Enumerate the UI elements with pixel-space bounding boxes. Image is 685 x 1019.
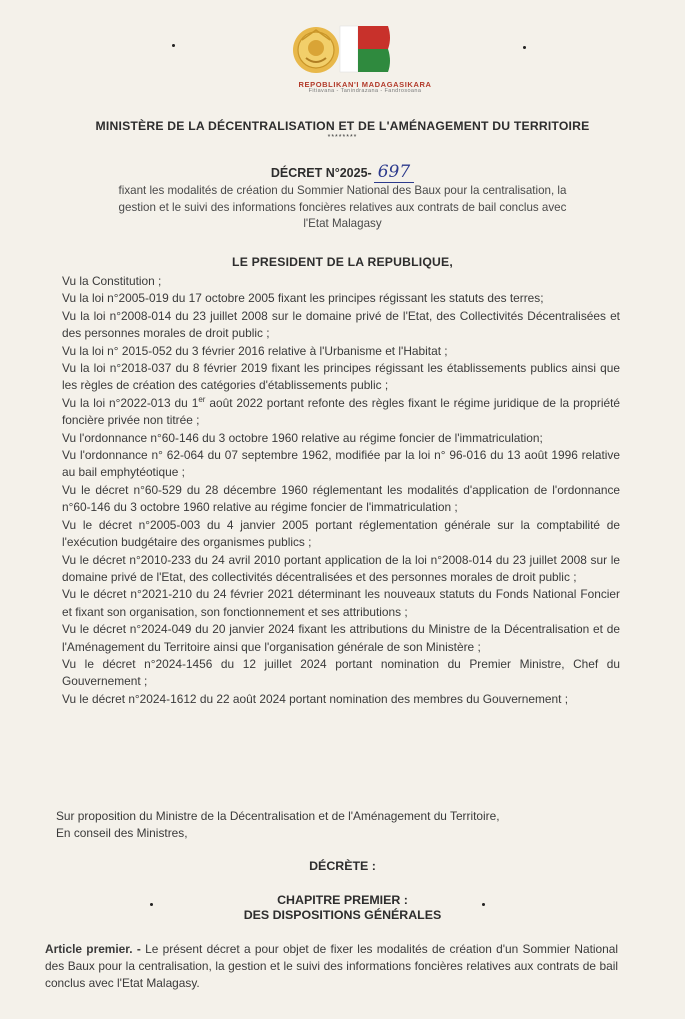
consideration-item: Vu le décret n°2005-003 du 4 janvier 2005 portant réglementation générale sur la comptabilité de l'exécution budgétaire des organismes publics ;	[62, 517, 620, 550]
decree-heading	[0, 162, 685, 182]
letterhead	[0, 18, 685, 85]
consideration-item: Vu le décret n°2024-1456 du 12 juillet 2024 portant nomination du Premier Ministre, Chef du Gouvernement ;	[62, 656, 620, 689]
consideration-item	[62, 395, 620, 430]
decree-subtitle	[70, 183, 615, 233]
flag-icon	[340, 26, 390, 72]
article-text: Le présent décret a pour objet de fixer les modalités de création d'un Sommier National des Baux pour la centralisation, la gestion et le suivi des informations foncières relatives aux contrats de bail conclus avec l'Etat Malagasy.	[45, 942, 618, 990]
chapter-heading	[0, 893, 685, 923]
separator: ********	[327, 134, 358, 141]
republic-name: REPOBLIKAN'I MADAGASIKARA	[298, 80, 432, 89]
decree-title: DÉCRET N°2025-	[270, 166, 372, 180]
subtitle-line: gestion et le suivi des informations foncières relatives aux contrats de bail conclus avec	[118, 200, 567, 214]
president-heading: LE PRESIDENT DE LA REPUBLIQUE,	[232, 255, 453, 269]
decree-number: 697	[374, 162, 414, 183]
consideration-item: Vu la loi n°2005-019 du 17 octobre 2005 fixant les principes régissant les statuts des terres;	[62, 291, 544, 306]
scan-speck	[172, 44, 175, 47]
consideration-item: Vu la loi n°2018-037 du 8 février 2019 fixant les principes régissant les établissements publics ainsi que les règles de création des catégories d'établissements public ;	[62, 361, 620, 393]
consideration-item: Vu le décret n°2010-233 du 24 avril 2010 portant application de la loi n°2008-014 du 23 juillet 2008 sur le domaine privé de l'Etat, des collectivités décentralisées et des personnes morales de droit public ;	[62, 552, 620, 584]
consideration-text: Vu la loi n°2022-013 du 1	[62, 395, 199, 410]
superscript: er	[198, 394, 206, 404]
article-1	[45, 941, 618, 991]
consideration-item: Vu le décret n°2024-1612 du 22 août 2024 portant nomination des membres du Gouvernement ;	[62, 691, 569, 706]
consideration-item: Vu la Constitution ;	[62, 274, 162, 288]
article-label: Article premier. -	[45, 942, 141, 956]
considerations-list	[62, 273, 620, 708]
proposal-line: Sur proposition du Ministre de la Décentralisation et de l'Aménagement du Territoire,	[56, 809, 500, 823]
consideration-item: Vu la loi n°2008-014 du 23 juillet 2008 sur le domaine privé de l'Etat, des Collectivités Décentralisées et des personnes morales de droit public ;	[62, 308, 620, 341]
consideration-item: Vu l'ordonnance n° 62-064 du 07 septembre 1962, modifiée par la loi n° 96-016 du 13 août 1996 relative au bail emphytéotique ;	[62, 448, 620, 480]
ministry-title: MINISTÈRE DE LA DÉCENTRALISATION ET DE L'AMÉNAGEMENT DU TERRITOIRE	[95, 119, 590, 133]
national-motto: Fitiavana - Tanindrazana - Fandrosoana	[308, 88, 422, 94]
emblem-group	[288, 18, 398, 80]
subtitle-line: fixant les modalités de création du Sommier National des Baux pour la centralisation, la	[118, 184, 567, 197]
scan-speck	[523, 46, 526, 49]
chapter-title: CHAPITRE PREMIER :	[277, 893, 408, 907]
consideration-item: Vu le décret n°2021-210 du 24 février 2021 déterminant les nouveaux statuts du Fonds National Foncier et fixant son organisation, son fonctionnement et ses attributions ;	[62, 587, 620, 619]
proposal-line: En conseil des Ministres,	[56, 826, 188, 841]
subtitle-line: l'Etat Malagasy	[303, 217, 382, 230]
consideration-item: Vu le décret n°2024-049 du 20 janvier 2024 fixant les attributions du Ministre de la Décentralisation et de l'Aménagement du Territoire ainsi que l'organisation générale de son Ministère ;	[62, 622, 620, 654]
chapter-subtitle: DES DISPOSITIONS GÉNÉRALES	[243, 908, 442, 922]
consideration-text: août 2022 portant refonte des règles fixant le régime juridique de la propriété foncière privée non titrée ;	[62, 395, 620, 428]
decrete-heading: DÉCRÈTE :	[309, 859, 376, 873]
scan-speck	[150, 903, 153, 906]
consideration-item: Vu l'ordonnance n°60-146 du 3 octobre 1960 relative au régime foncier de l'immatriculation;	[62, 430, 543, 445]
coat-of-arms-icon	[288, 18, 398, 80]
consideration-item: Vu la loi n° 2015-052 du 3 février 2016 relative à l'Urbanisme et l'Habitat ;	[62, 343, 448, 358]
consideration-item: Vu le décret n°60-529 du 28 décembre 1960 réglementant les modalités d'application de l'ordonnance n°60-146 du 3 octobre 1960 relative au régime foncier de l'immatriculation ;	[62, 482, 620, 515]
scan-speck	[482, 903, 485, 906]
proposal-block	[56, 808, 616, 843]
